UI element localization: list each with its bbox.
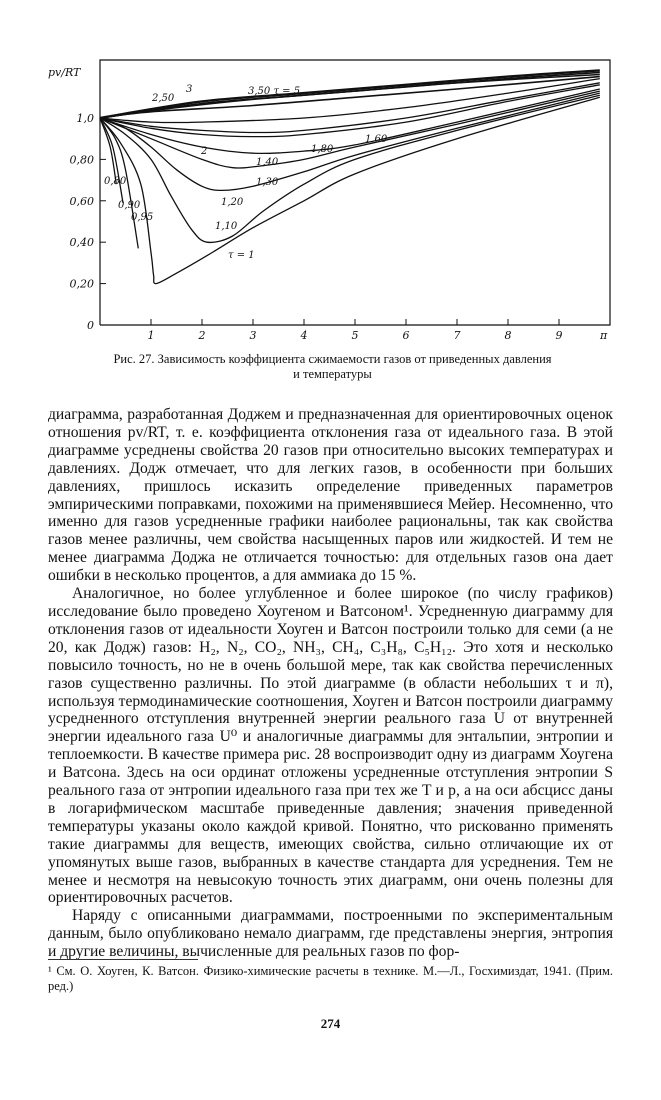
- x-tick-label: 8: [504, 329, 512, 342]
- curve-label: 2: [201, 146, 208, 157]
- x-tick-label: 4: [300, 329, 308, 342]
- chart-labels: [48, 66, 608, 342]
- footnote-rule: [48, 959, 198, 960]
- curve-label: 1,40: [256, 157, 279, 168]
- y-tick-label: 0,60: [69, 194, 94, 208]
- x-axis-title: π: [600, 329, 608, 342]
- body-text: [48, 406, 613, 961]
- page-number: 274: [320, 1016, 341, 1031]
- x-tick-label: 5: [351, 329, 359, 342]
- curve-label: 0,80: [104, 176, 127, 187]
- x-tick-label: 3: [249, 329, 257, 342]
- curve-label: τ = 1: [228, 250, 255, 261]
- series-line: [100, 79, 600, 123]
- curve-label: 1,30: [256, 177, 279, 188]
- curve-label: 3: [186, 84, 193, 95]
- curve-label: 1,20: [221, 197, 244, 208]
- y-tick-label: 0: [87, 319, 94, 332]
- plot-frame: [100, 60, 610, 325]
- curve-label: 1,80: [311, 144, 334, 155]
- caption-line-1: Рис. 27. Зависимость коэффициента сжимаемости газов от приведенных давления: [113, 352, 552, 366]
- footnote-text: ¹ См. О. Хоуген, К. Ватсон. Физико-химические расчеты в технике. М.—Л., Госхимиздат, 1941. (Прим. ред.): [48, 964, 613, 993]
- curve-label: 0,95: [131, 212, 154, 223]
- paragraph-2: Аналогичное, но более углубленное и более широкое (по числу графиков) исследование было проведено Хоугеном и Ватсоном¹. Усредненную диаграмму для отклонения газов от идеальности Хоуген и Ватсон построили только для семи (а не 20, как Додж) газов: H₂, N₂, CO₂, NH₃, CH₄, C₃H₈, C₅H₁₂. Это хотя и несколько повысило точность, но не в очень большой мере, так как свойства перечисленных газов существенно различны. По этой диаграмме (в области небольших τ и π), используя термодинамические соотношения, Хоуген и Ватсон построили диаграмму усредненного отступления внутренней энергии реального газа U от внутренней энергии идеального газа U⁰ и аналогичные диаграммы для энтальпии, энтропии и теплоемкости. В качестве примера рис. 28 воспроизводит одну из диаграмм Хоугена и Ватсона. Здесь на оси ординат отложены усредненные отступления энтропии S реального газа от энтропии идеального газа при тех же T и p, а на оси абсцисс даны в логарифмическом масштабе приведенные давления; значения приведенной температуры указаны около каждой кривой. Понятно, что рискованно применять такие диаграммы для веществ, имеющих свойства, сильно отличающие их от упомянутых выше газов, выбранных в качестве стандарта для усреднения. Тем не менее и несмотря на невысокую точность этих диаграмм, они очень полезны для ориентировочных расчетов.: [48, 585, 613, 907]
- curve-label: 1,10: [215, 221, 238, 232]
- y-tick-label: 0,40: [69, 236, 94, 250]
- curve-label: 1,60: [365, 134, 388, 145]
- figure-caption: [60, 352, 605, 382]
- y-tick-label: 1,0: [76, 111, 94, 125]
- y-tick-label: 0,20: [69, 277, 94, 291]
- x-tick-label: 2: [198, 329, 206, 342]
- chart-axes: [100, 60, 610, 325]
- compressibility-chart: [0, 0, 661, 345]
- x-tick-label: 1: [147, 329, 155, 342]
- x-tick-label: 6: [402, 329, 410, 342]
- caption-line-2: и температуры: [293, 367, 372, 381]
- paragraph-3: Наряду с описанными диаграммами, построенными по экспериментальным данным, было опубликовано немало диаграмм, где представлены энергия, энтропия и другие величины, вычисленные для реальных газов по фор-: [48, 907, 613, 961]
- chart-curves: [100, 70, 600, 283]
- curve-label: 2,50: [152, 93, 175, 104]
- curve-label: 3,50 τ = 5: [248, 86, 301, 97]
- y-tick-label: 0,80: [69, 153, 94, 167]
- x-tick-label: 9: [555, 329, 563, 342]
- x-tick-label: 7: [453, 329, 461, 342]
- footnote: [48, 964, 613, 994]
- paragraph-1: диаграмма, разработанная Доджем и предназначенная для ориентировочных оценок отношения pv/RT, т. е. коэффициента отклонения газа от идеального газа. В этой диаграмме усреднены свойства 20 газов при относительно высоких температурах и давлениях. Додж отмечает, что для легких газов, в особенности при больших давлениях, пришлось исказить определение приведенных параметров эмпирическими поправками, похожими на применявшиеся Мейер. Несомненно, что именно для газов усредненные графики наиболее рациональны, так как свойства газов менее различны, чем свойства насыщенных паров или жидкостей. И тем не менее диаграмма Доджа не отличается точностью: для отдельных газов она дает ошибки в несколько процентов, а для аммиака до 15 %.: [48, 406, 613, 585]
- y-axis-title: pv/RT: [48, 66, 81, 79]
- curve-label: 0,90: [118, 200, 141, 211]
